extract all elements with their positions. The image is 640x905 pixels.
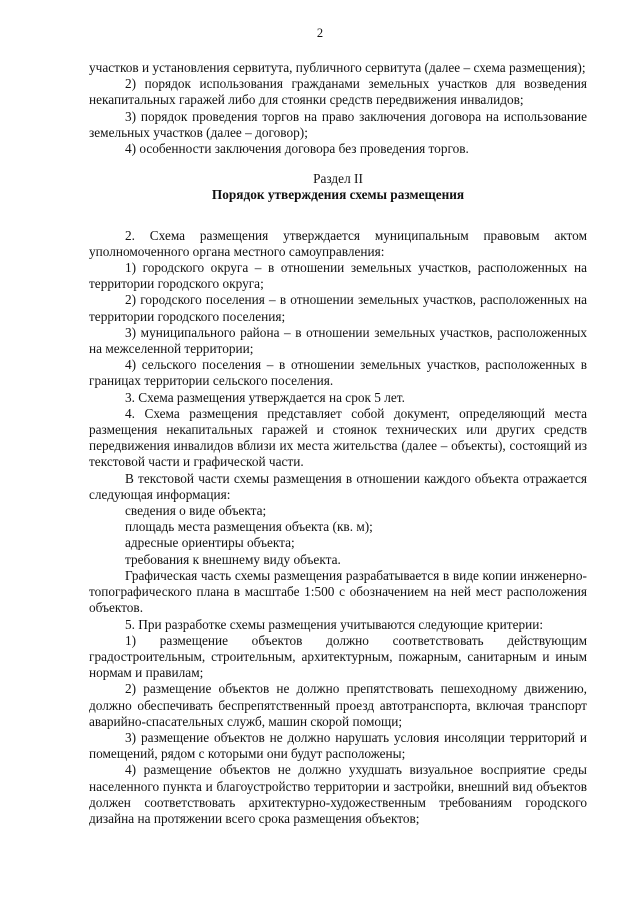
paragraph: 1) размещение объектов должно соответствовать действующим градостроительным, строительным, архитектурным, пожарным, санитарным и иным нормам и правилам;: [89, 632, 587, 681]
paragraph: 2. Схема размещения утверждается муниципальным правовым актом уполномоченного органа местного самоуправления:: [89, 227, 587, 259]
document-body: [89, 60, 587, 827]
paragraph: 2) городского поселения – в отношении земельных участков, расположенных на территории городского поселения;: [89, 292, 587, 324]
page-number: 2: [316, 26, 324, 40]
paragraph: сведения о виде объекта;: [125, 503, 267, 519]
paragraph: требования к внешнему виду объекта.: [125, 551, 341, 567]
list-item: 2) порядок использования гражданами земельных участков для возведения некапитальных гаражей либо для стоянки средств передвижения инвалидов;: [89, 76, 587, 108]
paragraph: 2) размещение объектов не должно препятствовать пешеходному движению, должно обеспечивать беспрепятственный проезд автотранспорта, включая транспорт аварийно-спасательных служб, машин скорой помощи;: [89, 681, 587, 729]
section-title: Порядок утверждения схемы размещения: [211, 187, 465, 203]
section-label: Раздел II: [313, 171, 363, 187]
paragraph: 3) размещение объектов не должно нарушать условия инсоляции территорий и помещений, рядом с которыми они будут расположены;: [89, 729, 587, 762]
paragraph: 3. Схема размещения утверждается на срок 5 лет.: [125, 389, 405, 405]
paragraph: адресные ориентиры объекта;: [125, 535, 295, 551]
list-item: 4) особенности заключения договора без проведения торгов.: [125, 141, 469, 157]
paragraph: 3) муниципального района – в отношении земельных участков, расположенных на межселенной территории;: [89, 324, 587, 357]
paragraph: В текстовой части схемы размещения в отношении каждого объекта отражается следующая информация:: [89, 470, 587, 502]
paragraph: площадь места размещения объекта (кв. м);: [125, 519, 373, 535]
paragraph: 5. При разработке схемы размещения учитываются следующие критерии:: [125, 616, 544, 632]
list-item: 3) порядок проведения торгов на право заключения договора на использование земельных участков (далее – договор);: [89, 108, 587, 140]
paragraph: 4. Схема размещения представляет собой документ, определяющий места размещения некапитальных гаражей и стоянок технических или других средств передвижения инвалидов вблизи их места жительства (далее – объекты), состоящий из текстовой части и графической части.: [89, 405, 587, 470]
paragraph: 1) городского округа – в отношении земельных участков, расположенных на территории городского округа;: [89, 260, 587, 292]
paragraph: 4) сельского поселения – в отношении земельных участков, расположенных в границах территории сельского поселения.: [89, 357, 587, 389]
paragraph: 4) размещение объектов не должно ухудшать визуальное восприятие среды населенного пункта и благоустройство территории и застройки, внешний вид объектов должен соответствовать архитектурно-художественным требованиям городского дизайна на протяжении всего срока размещения объектов;: [89, 762, 587, 826]
paragraph-continuation: участков и установления сервитута, публичного сервитута (далее – схема размещения);: [89, 60, 586, 75]
paragraph: Графическая часть схемы размещения разрабатывается в виде копии инженерно-топографического плана в масштабе 1:500 с обозначением на ней мест расположения объектов.: [89, 567, 587, 616]
